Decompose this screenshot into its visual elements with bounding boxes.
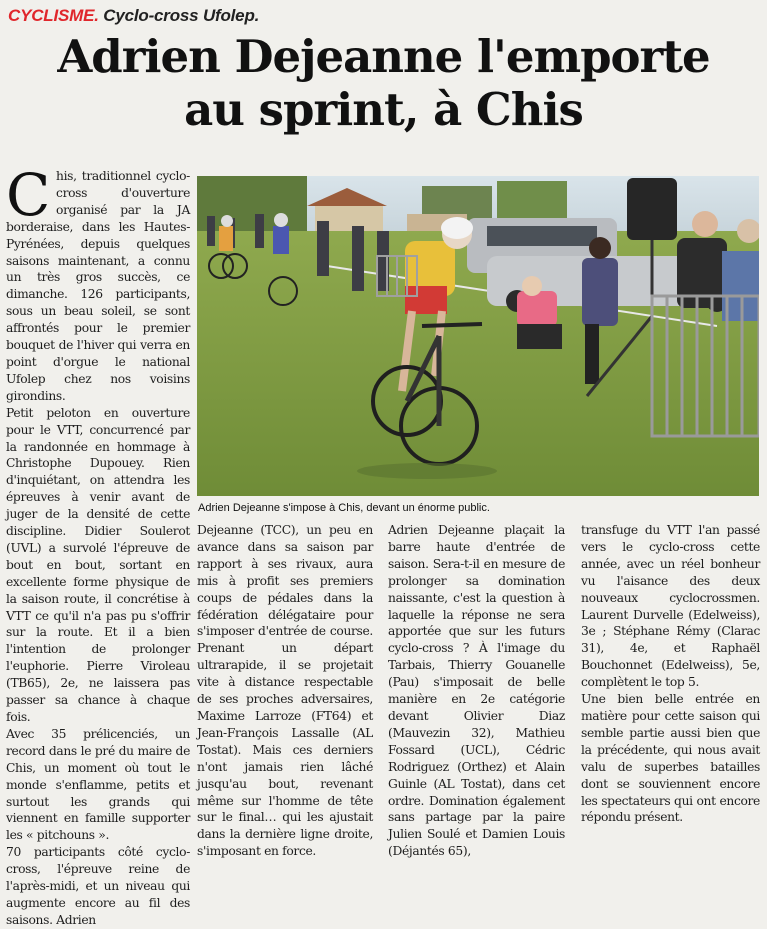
paragraph-vtt: Petit peloton en ouverture pour le VTT, concurrencé par la randonnée en hommage à Christophe Dupouey. Rien d'inquiétant, on attendra les épreuves à venir avant de juger de la densité de cette discipline. Didier Soulerot (UVL) a survolé l'épreuve de bout en bout, sortant en excellente forme physique de la saison route, il concrétise à VTT ce qu'il n'a pas pu s'offrir sur la route. Et il a bien l'intention de prolonger l'euphorie. Pierre Viroleau (TB65), 2e, ne laissera pas passer sa chance à chaque fois.: [6, 405, 190, 724]
paragraph-cyclocross: 70 participants côté cyclo-cross, l'épreuve reine de l'après-midi, et un niveau qui augmente encore au fil des saisons. Adrien: [6, 845, 190, 927]
paragraph-col4-2: Une bien belle entrée en matière pour cette saison qui semble partie aussi bien que la précédente, qui nous avait valu de superbes batailles dont se souviennent encore les spectateurs qui ont encore répondu présent.: [581, 692, 760, 825]
headline-line-2: au sprint, à Chis: [184, 83, 583, 136]
lead-paragraph: [6, 161, 190, 405]
kicker-subcategory: Cyclo-cross Ufolep.: [103, 6, 260, 25]
headline-line-1: Adrien Dejeanne l'emporte: [57, 30, 710, 83]
article-column-2: [197, 522, 373, 860]
article-column-1: [6, 161, 190, 929]
paragraph-col4-1: transfuge du VTT l'an passé vers le cyclo-cross cette année, avec un réel bonheur vu l'aisance des deux nouveaux cyclocrossmen. Laurent Durvelle (Edelweiss), 3e ; Stéphane Rémy (Clarac 31), 4e, et Raphaël Bouchonnet (Edelweiss), 5e, complètent le top 5.: [581, 523, 760, 690]
lead-text: his, traditionnel cyclo-cross d'ouverture organisé par la JA borderaise, dans les Hautes-Pyrénées, depuis quelques saisons maintenant, a connu un très gros succès, ce dimanche. 126 participants, sous un beau soleil, se sont affrontés pour le premier bouquet de l'hiver qui verra en point d'orgue le national Ufolep chez nos voisins girondins.: [6, 169, 190, 403]
paragraph-col2: Dejeanne (TCC), un peu en avance dans sa saison par rapport à ses rivaux, aura mis à profit ses premiers coups de pédales dans la fédération délégataire pour s'imposer d'entrée de course. Prenant un départ ultrarapide, il se projetait vite à distance respectable de ses proches adversaires, Maxime Larroze (FT64) et Jean-François Lassalle (AL Tostat). Mais ces derniers n'ont jamais rien lâché jusqu'au bout, revenant même sur l'homme de tête sur le final… qui les ajustait dans la dernière ligne droite, s'imposant en force.: [197, 523, 373, 859]
headline: [0, 30, 767, 136]
kicker: [8, 6, 259, 26]
drop-cap: C: [6, 161, 51, 229]
kicker-category: CYCLISME.: [8, 6, 99, 25]
paragraph-prelicencies: Avec 35 prélicenciés, un record dans le pré du maire de Chis, un moment où tout le monde s'enflamme, petits et surtout les grands qui viennent en famille supporter les « pitchouns ».: [6, 726, 190, 843]
race-photo: [197, 176, 759, 496]
paragraph-col3: Adrien Dejeanne plaçait la barre haute d'entrée de saison. Sera-t-il en mesure de prolonger sa domination naissante, c'est la question à laquelle la réponse ne sera apportée que sur les futurs cyclo-cross ? À l'image du Tarbais, Thierry Gouanelle (Pau) s'imposait de belle manière en 2e catégorie devant Olivier Diaz (Mauvezin 32), Mathieu Fossard (UCL), Cédric Rodriguez (Orthez) et Alain Guinle (AL Tostat), dans cet ordre. Domination également sans partage par la paire Julien Soulé et Damien Louis (Déjantés 65),: [388, 523, 565, 859]
photo-caption: Adrien Dejeanne s'impose à Chis, devant un énorme public.: [198, 502, 490, 514]
article-column-4: [581, 522, 760, 826]
article-column-3: [388, 522, 565, 860]
